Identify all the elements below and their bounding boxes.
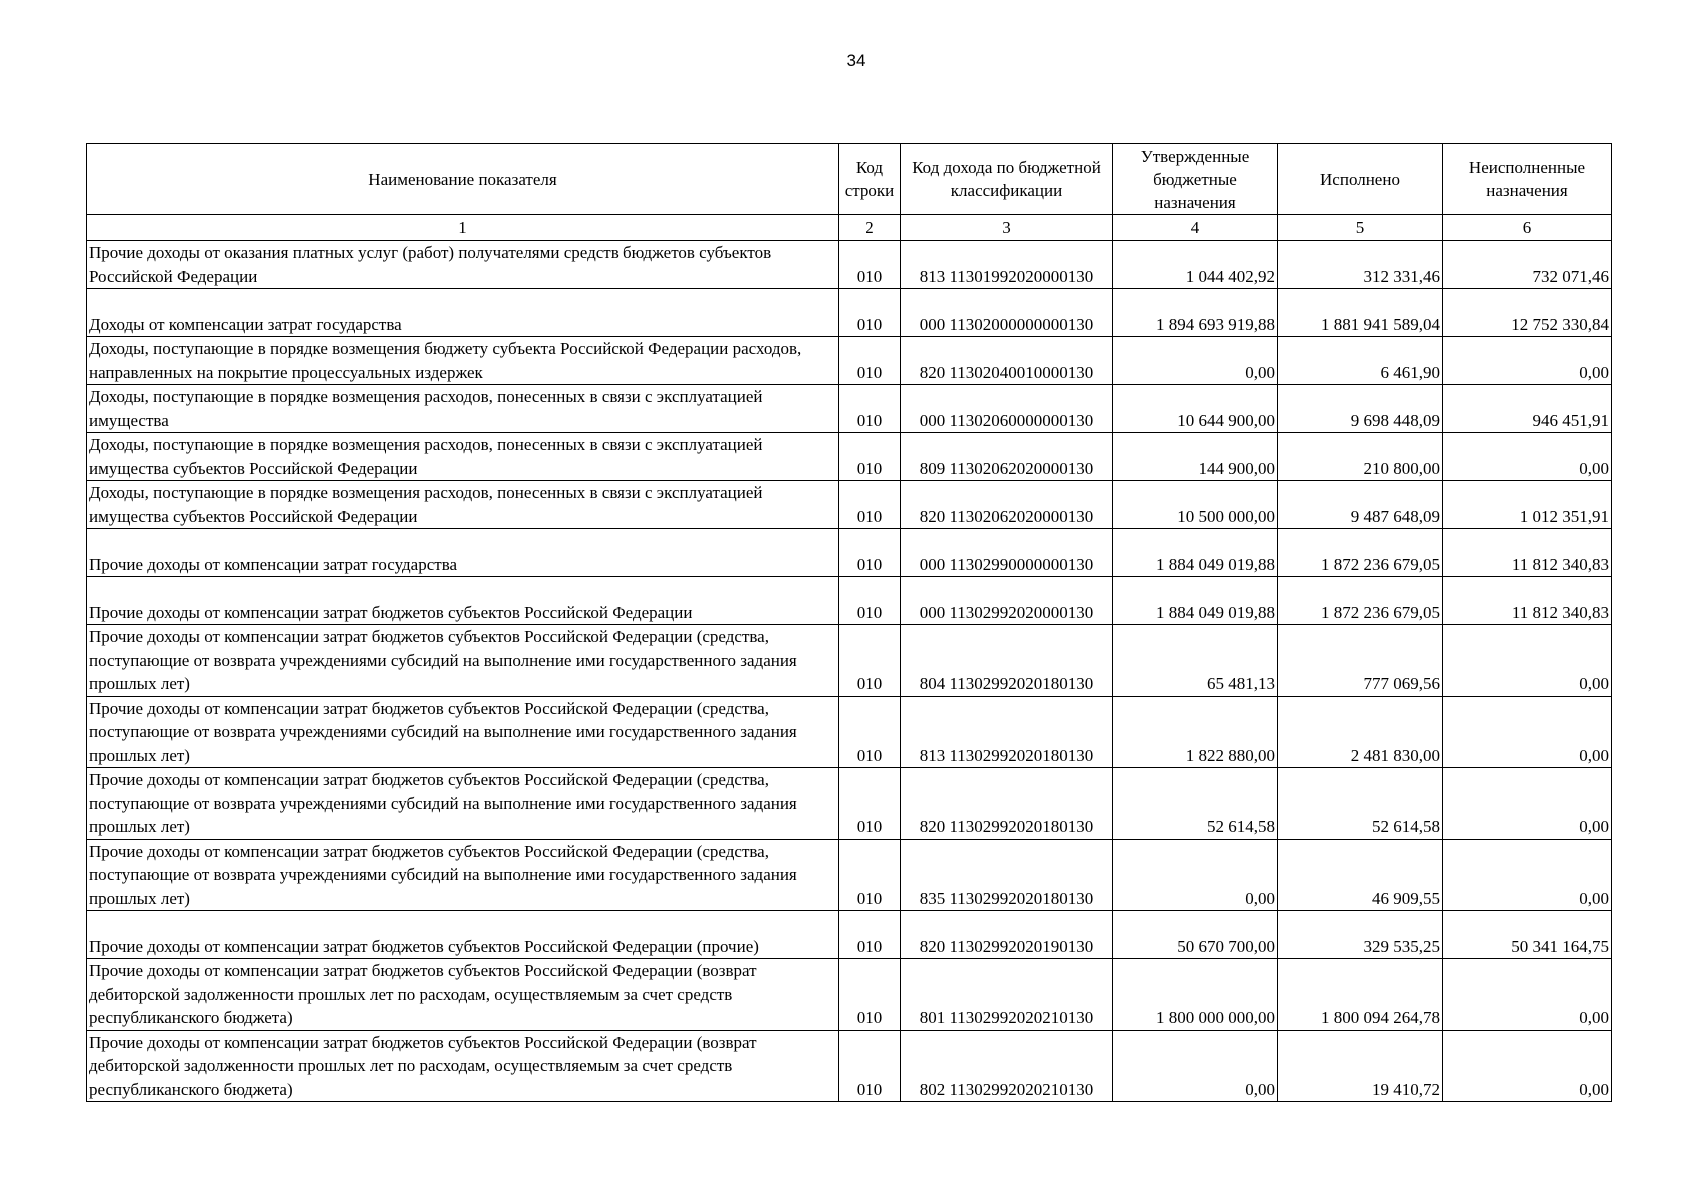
line-code: 010 — [839, 433, 901, 481]
table-row — [87, 577, 1612, 625]
line-code: 010 — [839, 1030, 901, 1102]
indicator-name: Доходы от компенсации затрат государства — [87, 289, 839, 337]
line-code: 010 — [839, 696, 901, 768]
table-row — [87, 433, 1612, 481]
unexecuted-amount: 0,00 — [1443, 625, 1612, 697]
unexecuted-amount: 0,00 — [1443, 959, 1612, 1031]
indicator-name: Прочие доходы от компенсации затрат бюджетов субъектов Российской Федерации — [87, 577, 839, 625]
header-revenue-code: Код дохода по бюджетной классификации — [901, 144, 1113, 215]
budget-revenue-table — [86, 143, 1612, 1102]
unexecuted-amount: 0,00 — [1443, 433, 1612, 481]
unexecuted-amount: 11 812 340,83 — [1443, 577, 1612, 625]
unexecuted-amount: 11 812 340,83 — [1443, 529, 1612, 577]
table-row — [87, 337, 1612, 385]
line-code: 010 — [839, 625, 901, 697]
table-row — [87, 385, 1612, 433]
executed-amount: 9 487 648,09 — [1278, 481, 1443, 529]
table-row — [87, 1030, 1612, 1102]
indicator-name: Доходы, поступающие в порядке возмещения расходов, понесенных в связи с эксплуатацией имущества субъектов Российской Федерации — [87, 481, 839, 529]
revenue-code: 802 11302992020210130 — [901, 1030, 1113, 1102]
executed-amount: 777 069,56 — [1278, 625, 1443, 697]
revenue-code: 000 11302992020000130 — [901, 577, 1113, 625]
revenue-code: 835 11302992020180130 — [901, 839, 1113, 911]
revenue-code: 820 11302992020190130 — [901, 911, 1113, 959]
approved-amount: 144 900,00 — [1113, 433, 1278, 481]
indicator-name: Прочие доходы от компенсации затрат бюджетов субъектов Российской Федерации (возврат дебиторской задолженности прошлых лет по расходам, осуществляемым за счет средств республиканского бюджета) — [87, 959, 839, 1031]
approved-amount: 0,00 — [1113, 337, 1278, 385]
approved-amount: 1 884 049 019,88 — [1113, 529, 1278, 577]
revenue-code: 000 11302000000000130 — [901, 289, 1113, 337]
header-approved: Утвержденные бюджетные назначения — [1113, 144, 1278, 215]
approved-amount: 1 044 402,92 — [1113, 241, 1278, 289]
line-code: 010 — [839, 839, 901, 911]
approved-amount: 10 500 000,00 — [1113, 481, 1278, 529]
header-indicator-name: Наименование показателя — [87, 144, 839, 215]
approved-amount: 50 670 700,00 — [1113, 911, 1278, 959]
unexecuted-amount: 0,00 — [1443, 768, 1612, 840]
line-code: 010 — [839, 577, 901, 625]
table-row — [87, 625, 1612, 697]
executed-amount: 52 614,58 — [1278, 768, 1443, 840]
table-row — [87, 529, 1612, 577]
column-number: 3 — [901, 215, 1113, 241]
executed-amount: 210 800,00 — [1278, 433, 1443, 481]
revenue-code: 820 11302062020000130 — [901, 481, 1113, 529]
indicator-name: Прочие доходы от компенсации затрат бюджетов субъектов Российской Федерации (средства, поступающие от возврата учреждениями субсидий на выполнение ими государственного задания прошлых лет) — [87, 839, 839, 911]
table-row — [87, 696, 1612, 768]
line-code: 010 — [839, 241, 901, 289]
line-code: 010 — [839, 529, 901, 577]
unexecuted-amount: 1 012 351,91 — [1443, 481, 1612, 529]
header-row — [87, 144, 1612, 215]
indicator-name: Прочие доходы от компенсации затрат государства — [87, 529, 839, 577]
column-number: 5 — [1278, 215, 1443, 241]
revenue-code: 000 11302060000000130 — [901, 385, 1113, 433]
executed-amount: 2 481 830,00 — [1278, 696, 1443, 768]
indicator-name: Прочие доходы от компенсации затрат бюджетов субъектов Российской Федерации (средства, поступающие от возврата учреждениями субсидий на выполнение ими государственного задания прошлых лет) — [87, 768, 839, 840]
column-number: 1 — [87, 215, 839, 241]
unexecuted-amount: 0,00 — [1443, 839, 1612, 911]
revenue-code: 809 11302062020000130 — [901, 433, 1113, 481]
table-row — [87, 241, 1612, 289]
indicator-name: Прочие доходы от компенсации затрат бюджетов субъектов Российской Федерации (средства, поступающие от возврата учреждениями субсидий на выполнение ими государственного задания прошлых лет) — [87, 625, 839, 697]
line-code: 010 — [839, 768, 901, 840]
indicator-name: Прочие доходы от компенсации затрат бюджетов субъектов Российской Федерации (средства, поступающие от возврата учреждениями субсидий на выполнение ими государственного задания прошлых лет) — [87, 696, 839, 768]
approved-amount: 52 614,58 — [1113, 768, 1278, 840]
line-code: 010 — [839, 911, 901, 959]
revenue-code: 820 11302992020180130 — [901, 768, 1113, 840]
indicator-name: Доходы, поступающие в порядке возмещения расходов, понесенных в связи с эксплуатацией имущества — [87, 385, 839, 433]
revenue-code: 813 11302992020180130 — [901, 696, 1113, 768]
revenue-code: 801 11302992020210130 — [901, 959, 1113, 1031]
approved-amount: 1 800 000 000,00 — [1113, 959, 1278, 1031]
unexecuted-amount: 0,00 — [1443, 696, 1612, 768]
header-executed: Исполнено — [1278, 144, 1443, 215]
indicator-name: Прочие доходы от компенсации затрат бюджетов субъектов Российской Федерации (прочие) — [87, 911, 839, 959]
line-code: 010 — [839, 959, 901, 1031]
executed-amount: 329 535,25 — [1278, 911, 1443, 959]
executed-amount: 312 331,46 — [1278, 241, 1443, 289]
executed-amount: 19 410,72 — [1278, 1030, 1443, 1102]
table-row — [87, 959, 1612, 1031]
unexecuted-amount: 50 341 164,75 — [1443, 911, 1612, 959]
table-row — [87, 911, 1612, 959]
table-row — [87, 289, 1612, 337]
revenue-code: 820 11302040010000130 — [901, 337, 1113, 385]
column-number-row — [87, 215, 1612, 241]
unexecuted-amount: 946 451,91 — [1443, 385, 1612, 433]
table-row — [87, 768, 1612, 840]
line-code: 010 — [839, 481, 901, 529]
page-number: 34 — [846, 51, 866, 70]
table-row — [87, 839, 1612, 911]
approved-amount: 0,00 — [1113, 839, 1278, 911]
approved-amount: 1 884 049 019,88 — [1113, 577, 1278, 625]
approved-amount: 0,00 — [1113, 1030, 1278, 1102]
executed-amount: 46 909,55 — [1278, 839, 1443, 911]
column-number: 4 — [1113, 215, 1278, 241]
table-row — [87, 481, 1612, 529]
revenue-code: 813 11301992020000130 — [901, 241, 1113, 289]
indicator-name: Доходы, поступающие в порядке возмещения расходов, понесенных в связи с эксплуатацией имущества субъектов Российской Федерации — [87, 433, 839, 481]
indicator-name: Доходы, поступающие в порядке возмещения бюджету субъекта Российской Федерации расходов, направленных на покрытие процессуальных издержек — [87, 337, 839, 385]
executed-amount: 1 800 094 264,78 — [1278, 959, 1443, 1031]
unexecuted-amount: 12 752 330,84 — [1443, 289, 1612, 337]
approved-amount: 65 481,13 — [1113, 625, 1278, 697]
approved-amount: 10 644 900,00 — [1113, 385, 1278, 433]
header-unexecuted: Неисполненные назначения — [1443, 144, 1612, 215]
unexecuted-amount: 0,00 — [1443, 337, 1612, 385]
approved-amount: 1 894 693 919,88 — [1113, 289, 1278, 337]
column-number: 2 — [839, 215, 901, 241]
executed-amount: 6 461,90 — [1278, 337, 1443, 385]
column-number: 6 — [1443, 215, 1612, 241]
executed-amount: 1 872 236 679,05 — [1278, 529, 1443, 577]
unexecuted-amount: 732 071,46 — [1443, 241, 1612, 289]
executed-amount: 1 872 236 679,05 — [1278, 577, 1443, 625]
revenue-code: 000 11302990000000130 — [901, 529, 1113, 577]
line-code: 010 — [839, 289, 901, 337]
revenue-code: 804 11302992020180130 — [901, 625, 1113, 697]
indicator-name: Прочие доходы от компенсации затрат бюджетов субъектов Российской Федерации (возврат дебиторской задолженности прошлых лет по расходам, осуществляемым за счет средств республиканского бюджета) — [87, 1030, 839, 1102]
line-code: 010 — [839, 385, 901, 433]
header-line-code: Код строки — [839, 144, 901, 215]
executed-amount: 1 881 941 589,04 — [1278, 289, 1443, 337]
indicator-name: Прочие доходы от оказания платных услуг (работ) получателями средств бюджетов субъектов Российской Федерации — [87, 241, 839, 289]
unexecuted-amount: 0,00 — [1443, 1030, 1612, 1102]
approved-amount: 1 822 880,00 — [1113, 696, 1278, 768]
line-code: 010 — [839, 337, 901, 385]
executed-amount: 9 698 448,09 — [1278, 385, 1443, 433]
